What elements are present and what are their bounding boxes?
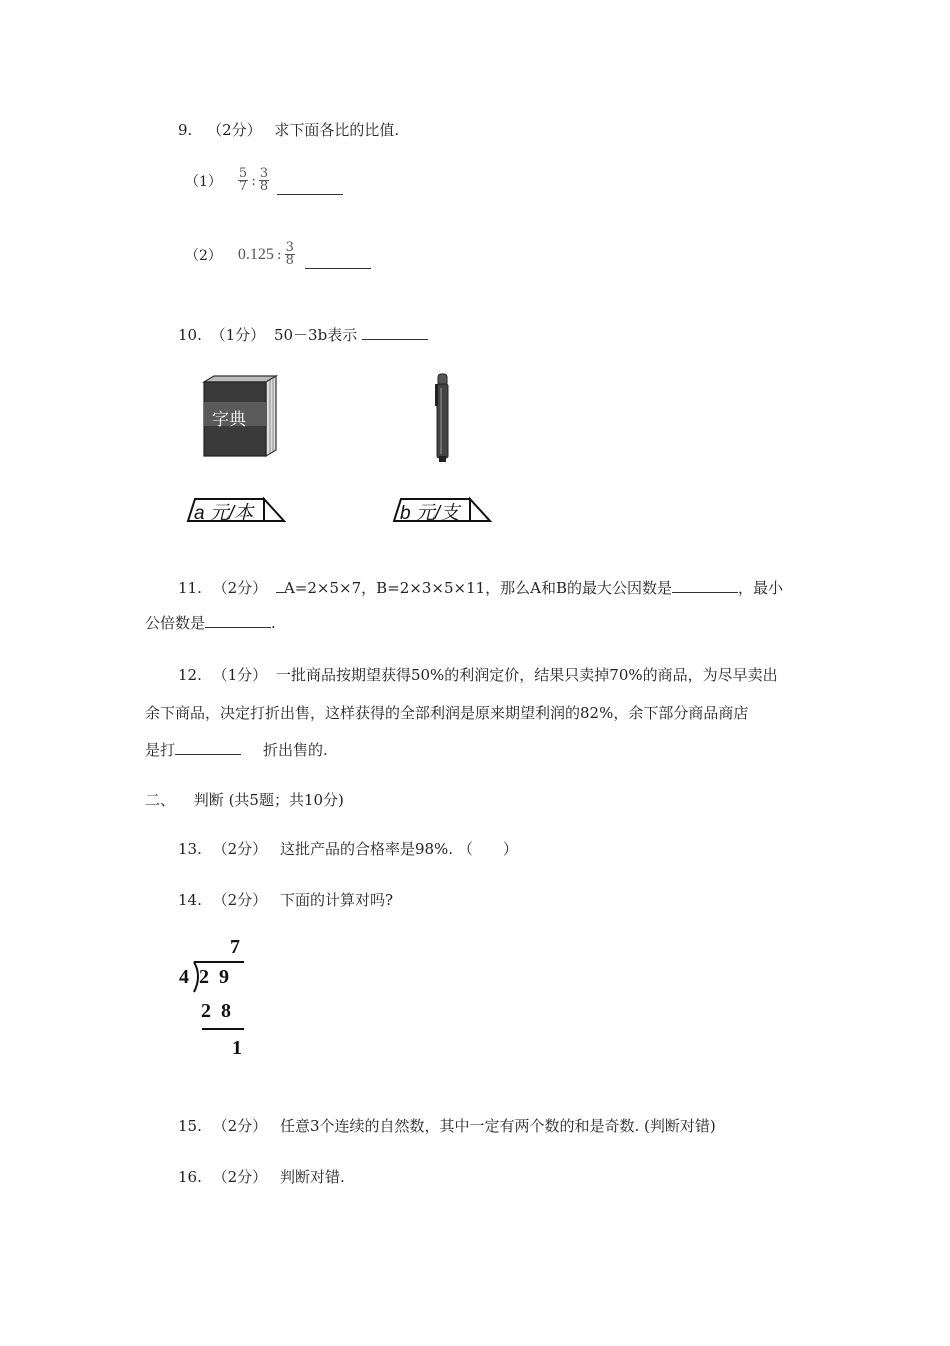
question-number: 12. [178, 666, 202, 684]
q9-part2 [185, 240, 371, 269]
answer-blank[interactable] [277, 180, 343, 195]
section-title: 判断 (共5题；共10分) [193, 791, 344, 809]
question-text-end: . [271, 614, 276, 632]
question-number: 15. [178, 1117, 202, 1135]
question-number: 10. [178, 326, 202, 344]
division-dividend: 2 9 [199, 966, 229, 988]
division-product: 2 8 [201, 1000, 231, 1022]
question-text: 公倍数是 [145, 614, 206, 632]
answer-blank[interactable] [175, 740, 241, 755]
part-label: （2） [185, 247, 222, 264]
question-text: A=2×5×7，B=2×3×5×11，那么A和B的最大公因数是 [283, 579, 673, 597]
decimal-value: 0.125 [237, 245, 274, 263]
section-number: 二、 [145, 791, 176, 809]
fraction-b [285, 242, 295, 267]
question-text: 求下面各比的比值. [274, 121, 400, 139]
question-text: 一批商品按期望获得50%的利润定价，结果只卖掉70%的商品，为尽早卖出 [275, 666, 778, 684]
fraction-b [259, 168, 269, 193]
question-10 [178, 324, 428, 345]
question-text-cont: ，最小 [738, 579, 784, 597]
question-number: 13. [178, 840, 202, 858]
q9-part1 [185, 166, 343, 195]
pen-icon [432, 372, 452, 464]
question-text: 任意3个连续的自然数，其中一定有两个数的和是奇数. (判断对错) [279, 1117, 716, 1135]
question-11 [178, 577, 783, 598]
question-12 [178, 664, 778, 685]
numerator: 5 [238, 166, 248, 181]
question-text: 是打 [145, 741, 176, 759]
question-text: 50－3b表示 [273, 326, 358, 344]
question-text: 判断对错. [279, 1168, 345, 1186]
question-score: （2分） [212, 840, 268, 858]
part-label: （1） [185, 173, 222, 190]
dictionary-title: 字典 [212, 410, 246, 430]
denominator: 7 [238, 179, 248, 194]
question-score: （2分） [212, 1117, 268, 1135]
question-12-line2: 余下商品，决定打折出售，这样获得的全部利润是原来期望利润的82%，余下部分商品商店 [145, 704, 749, 722]
numerator: 3 [285, 240, 294, 255]
section-heading [145, 789, 344, 810]
denominator: 8 [259, 179, 269, 194]
numerator: 3 [259, 166, 269, 181]
answer-blank[interactable] [362, 325, 428, 340]
question-9 [178, 119, 399, 140]
question-number: 14. [178, 891, 202, 909]
ratio-colon: : [251, 172, 256, 189]
division-remainder: 1 [232, 1037, 242, 1059]
question-score: （2分） [212, 579, 268, 597]
question-14 [178, 889, 393, 910]
answer-blank[interactable] [305, 254, 371, 269]
question-number: 11. [178, 579, 202, 597]
question-score: （2分） [212, 1168, 268, 1186]
underline-mark [276, 578, 284, 593]
book-price-label: a 元/本 [194, 503, 254, 524]
division-divisor: 4 [179, 966, 189, 988]
fraction-a [238, 168, 248, 193]
question-13 [178, 838, 518, 859]
question-number: 16. [178, 1168, 202, 1186]
answer-blank-gcd[interactable] [672, 578, 738, 593]
question-score: （1分） [210, 326, 266, 344]
denominator: 8 [285, 253, 294, 268]
ratio-colon: : [276, 246, 282, 263]
pen-price-label: b 元/支 [400, 503, 460, 524]
question-12-line3 [145, 739, 328, 760]
question-text: 下面的计算对吗? [279, 891, 394, 909]
division-quotient: 7 [230, 936, 240, 958]
division-underline [200, 1027, 246, 1031]
question-15 [178, 1115, 716, 1136]
question-number: 9. [178, 121, 193, 139]
question-text: 这批产品的合格率是98%. （ ） [279, 840, 518, 858]
question-11-line2 [145, 612, 276, 633]
question-score: （1分） [212, 666, 268, 684]
question-16 [178, 1166, 345, 1187]
question-text-end: 折出售的. [263, 741, 328, 759]
question-score: （2分） [207, 121, 262, 139]
answer-blank-lcm[interactable] [205, 613, 271, 628]
question-score: （2分） [212, 891, 268, 909]
